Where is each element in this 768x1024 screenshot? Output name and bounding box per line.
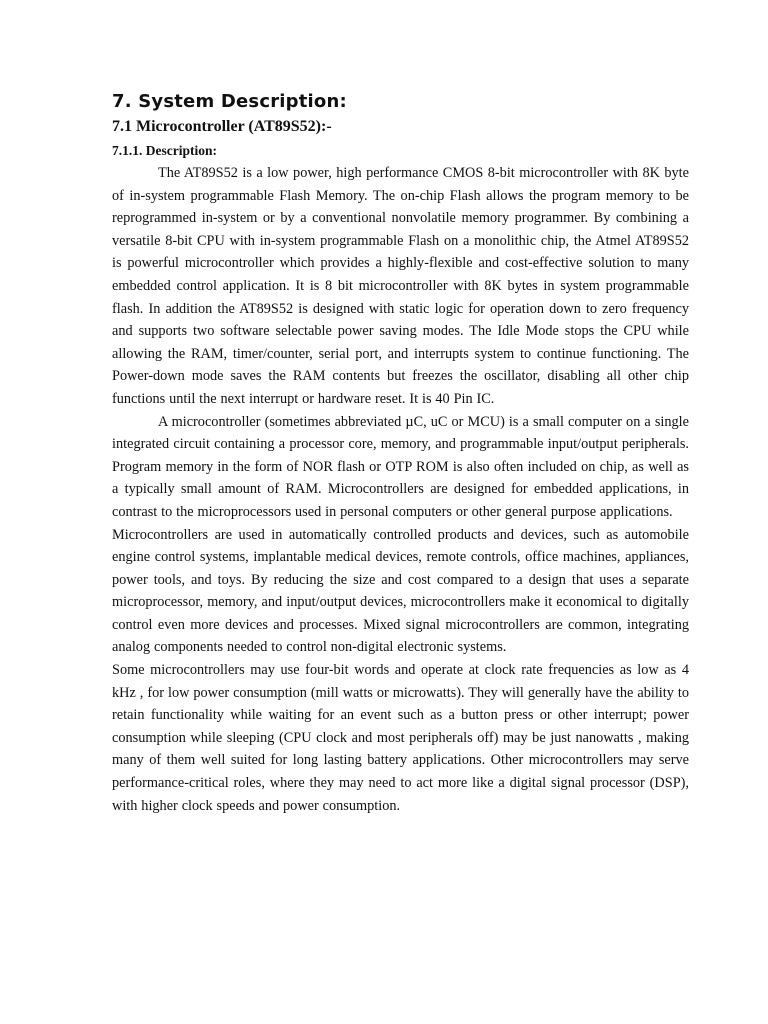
subsubsection-title: 7.1.1. Description: bbox=[112, 143, 217, 158]
paragraph-microcontroller-definition: A microcontroller (sometimes abbreviated µC, uC or MCU) is a small computer on a single integrated circuit containing a processor core, memory, and programmable input/output peripherals. Program memory in the form of NOR flash or OTP ROM is also often included on chip, as well as a typically small amount of RAM. Microcontrollers are designed for embedded applications, in contrast to the microprocessors used in personal computers or other general purpose applications. bbox=[112, 413, 689, 520]
paragraph-at89s52-description: The AT89S52 is a low power, high performance CMOS 8-bit microcontroller with 8K byte of in-system programmable Flash Memory. The on-chip Flash allows the program memory to be reprogrammed in-system or by a conventional nonvolatile memory programmer. By combining a versatile 8-bit CPU with in-system programmable Flash on a monolithic chip, the Atmel AT89S52 is powerful microcontroller which provides a highly-flexible and cost-effective solution to many embedded control application. It is 8 bit microcontroller with 8K bytes in system programmable flash. In addition the AT89S52 is designed with static logic for operation down to zero frequency and supports two software selectable power saving modes. The Idle Mode stops the CPU while allowing the RAM, timer/counter, serial port, and interrupts system to continue functioning. The Power-down mode saves the RAM contents but freezes the oscillator, disabling all other chip functions until the next interrupt or hardware reset. It is 40 Pin IC. bbox=[112, 165, 689, 407]
paragraph-microcontroller-power: Some microcontrollers may use four-bit words and operate at clock rate frequencies as low as 4 kHz , for low power consumption (mill watts or microwatts). They will generally have the ability to retain functionality while waiting for an event such as a button press or other interrupt; power consumption while sleeping (CPU clock and most peripherals off) may be just nanowatts , making many of them well suited for long lasting battery applications. Other microcontrollers may serve performance-critical roles, where they may need to act more like a digital signal processor (DSP), with higher clock speeds and power consumption. bbox=[112, 662, 689, 814]
section-title: 7. System Description: bbox=[112, 91, 347, 112]
paragraph-microcontroller-uses: Microcontrollers are used in automatically controlled products and devices, such as automobile engine control systems, implantable medical devices, remote controls, office machines, appliances, power tools, and toys. By reducing the size and cost compared to a design that uses a separate microprocessor, memory, and input/output devices, microcontrollers make it economical to digitally control even more devices and processes. Mixed signal microcontrollers are common, integrating analog components needed to control non-digital electronic systems. bbox=[112, 526, 689, 656]
document-page bbox=[112, 90, 689, 817]
subsection-title: 7.1 Microcontroller (AT89S52):- bbox=[112, 118, 332, 135]
